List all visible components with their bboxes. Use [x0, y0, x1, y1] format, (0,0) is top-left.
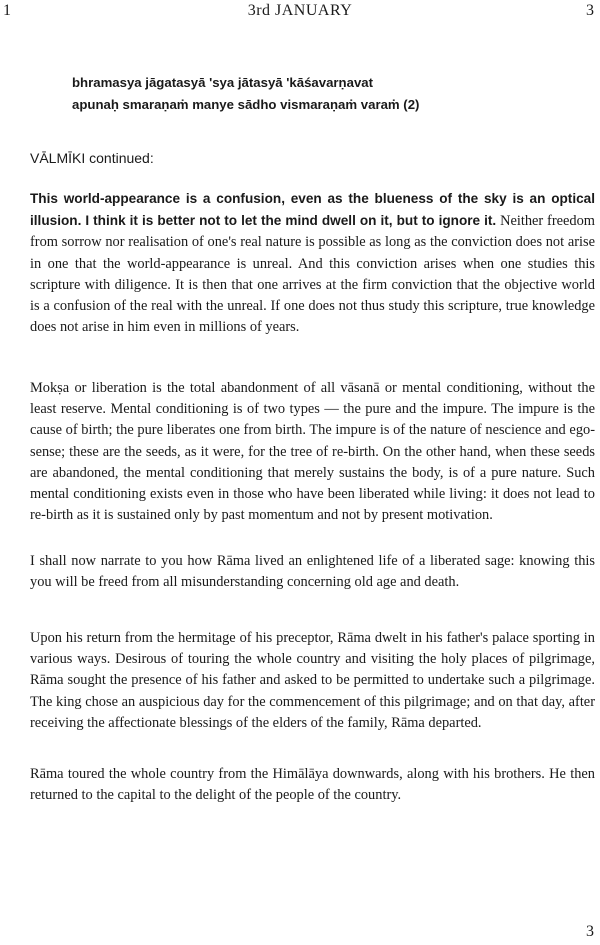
paragraph-4: Upon his return from the hermitage of his preceptor, Rāma dwelt in his father's palace sporting in various ways. Desirous of touring the whole country and visiting the holy places of pilgrimage, Rāma sought the presence of his father and asked to be permitted to undertake such a pilgrimage. The king chose an auspicious day for the commencement of this pilgrimage; and on that day, after receiving the affectionate blessings of the elders of the family, Rāma departed.: [30, 630, 595, 731]
paragraph-2: Mokṣa or liberation is the total abandonment of all vāsanā or mental conditioning, without the least reserve. Mental conditioning is of two types — the pure and the impure. The impure is the cause of birth; the pure liberates one from birth. The impure is of the nature of nescience and ego-sense; these are the seeds, as it were, for the tree of re-birth. On the other hand, when these seeds are abandoned, the mental conditioning that merely sustains the body, is of a pure nature. Such mental conditioning exists even in those who have been liberated while living: it does not lead to re-birth as it is sustained only by past momentum and not by present motivation.: [30, 380, 595, 524]
header-page-number: 3: [586, 2, 594, 19]
verse-line-2: apunaḥ smaraṇaṁ manye sādho vismaraṇaṁ varaṁ (2): [72, 97, 420, 112]
speaker-heading: VĀLMĪKI continued:: [30, 150, 154, 166]
footer-page-number: 3: [586, 923, 594, 940]
header-left-number: 1: [3, 2, 11, 19]
paragraph-1: [30, 188, 595, 338]
paragraph-3: I shall now narrate to you how Rāma lived an enlightened life of a liberated sage: knowing this you will be freed from all misunderstanding concerning old age and death.: [30, 553, 595, 591]
paragraph-1-body: Neither freedom from sorrow nor realisation of one's real nature is possible as long as the conviction does not arise in one that the world-appearance is unreal. And this conviction arises when one studies this scripture with diligence. It is then that one arrives at the firm conviction that the objective world is a confusion of the real with the unreal. If one does not thus study this scripture, true knowledge does not arise in him even in millions of years.: [30, 213, 595, 336]
verse-line-1: bhramasya jāgatasyā 'sya jātasyā 'kāśavarṇavat: [72, 75, 374, 90]
page-title: 3rd JANUARY: [247, 2, 353, 19]
paragraph-5: Rāma toured the whole country from the Himālāya downwards, along with his brothers. He then returned to the capital to the delight of the people of the country.: [30, 766, 595, 804]
page-header: [0, 2, 600, 26]
paragraph-1-bold-lead: This world-appearance is a confusion, even as the blueness of the sky is an optical illusion. I think it is better not to let the mind dwell on it, but to ignore it.: [30, 191, 595, 229]
sanskrit-verse: [72, 72, 542, 116]
